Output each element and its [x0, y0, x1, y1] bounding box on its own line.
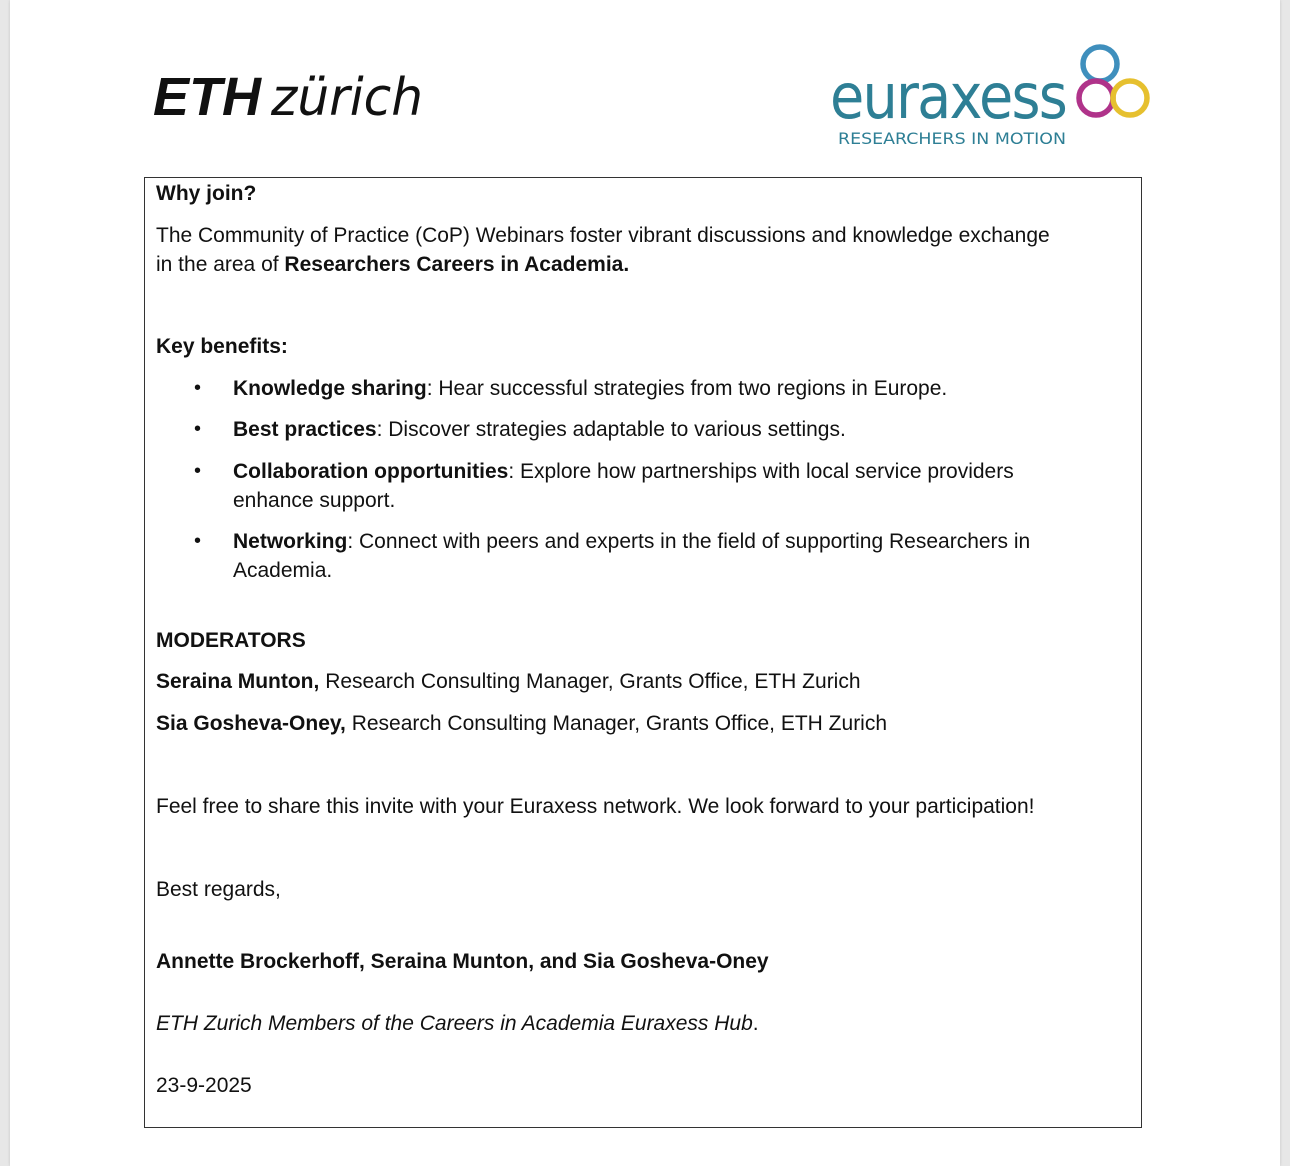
moderator-sia-gosheva-oney — [156, 709, 887, 738]
moderator-name: Seraina Munton, — [156, 670, 320, 693]
euraxess-ring-top — [1083, 47, 1117, 81]
invitation-content-box — [144, 177, 1142, 1128]
euraxess-tagline: RESEARCHERS IN MOTION — [838, 129, 1066, 148]
benefit-term: Knowledge sharing — [233, 377, 427, 400]
euraxess-logo — [828, 40, 1163, 152]
eth-logo-light: zürich — [270, 68, 423, 128]
benefit-continuation: Academia. — [233, 559, 333, 582]
benefit-item-networking — [233, 527, 1030, 556]
moderator-seraina-munton — [156, 667, 861, 696]
intro-line-1: The Community of Practice (CoP) Webinars foster vibrant discussions and knowledge exchange — [156, 224, 1050, 247]
signatories: Annette Brockerhoff, Seraina Munton, and Sia Gosheva-Oney — [156, 950, 769, 973]
eth-logo-bold: ETH — [153, 67, 263, 127]
bullet-icon: • — [194, 460, 202, 482]
affiliation-period: . — [752, 1012, 759, 1035]
moderator-name: Sia Gosheva-Oney, — [156, 712, 346, 735]
document-date: 23-9-2025 — [156, 1074, 252, 1097]
affiliation-text: ETH Zurich Members of the Careers in Academia Euraxess Hub — [156, 1012, 753, 1035]
closing-text: Best regards, — [156, 878, 281, 901]
euraxess-ring-right — [1113, 81, 1147, 115]
intro-bold-topic: Researchers Careers in Academia. — [284, 253, 630, 276]
benefit-item-best-practices — [233, 415, 846, 444]
affiliation — [156, 1009, 759, 1038]
benefit-continuation: enhance support. — [233, 489, 396, 512]
bullet-icon: • — [194, 377, 202, 399]
key-benefits-heading: Key benefits: — [156, 335, 288, 358]
benefit-item-collaboration — [233, 457, 1014, 486]
benefit-item-knowledge-sharing — [233, 374, 947, 403]
why-join-heading: Why join? — [156, 182, 257, 205]
moderator-role: Research Consulting Manager, Grants Office, ETH Zurich — [319, 670, 861, 693]
document-page — [10, 0, 1280, 1166]
intro-line-2 — [156, 250, 629, 279]
benefit-text: : Hear successful strategies from two regions in Europe. — [426, 377, 948, 400]
moderators-heading: MODERATORS — [156, 629, 306, 652]
eth-zurich-logo — [153, 62, 433, 128]
intro-prefix: in the area of — [156, 253, 285, 276]
euraxess-wordmark: euraxess — [830, 60, 1066, 133]
benefit-text: : Explore how partnerships with local service providers — [508, 460, 1014, 483]
share-invite-text: Feel free to share this invite with your Euraxess network. We look forward to your participation! — [156, 795, 1035, 818]
benefit-text: : Connect with peers and experts in the field of supporting Researchers in — [347, 530, 1031, 553]
moderator-role: Research Consulting Manager, Grants Office, ETH Zurich — [345, 712, 888, 735]
benefit-term: Networking — [233, 530, 348, 553]
euraxess-ring-left — [1079, 81, 1113, 115]
benefit-text: : Discover strategies adaptable to various settings. — [376, 418, 846, 441]
benefit-term: Collaboration opportunities — [233, 460, 509, 483]
benefit-term: Best practices — [233, 418, 377, 441]
bullet-icon: • — [194, 530, 202, 552]
bullet-icon: • — [194, 418, 202, 440]
